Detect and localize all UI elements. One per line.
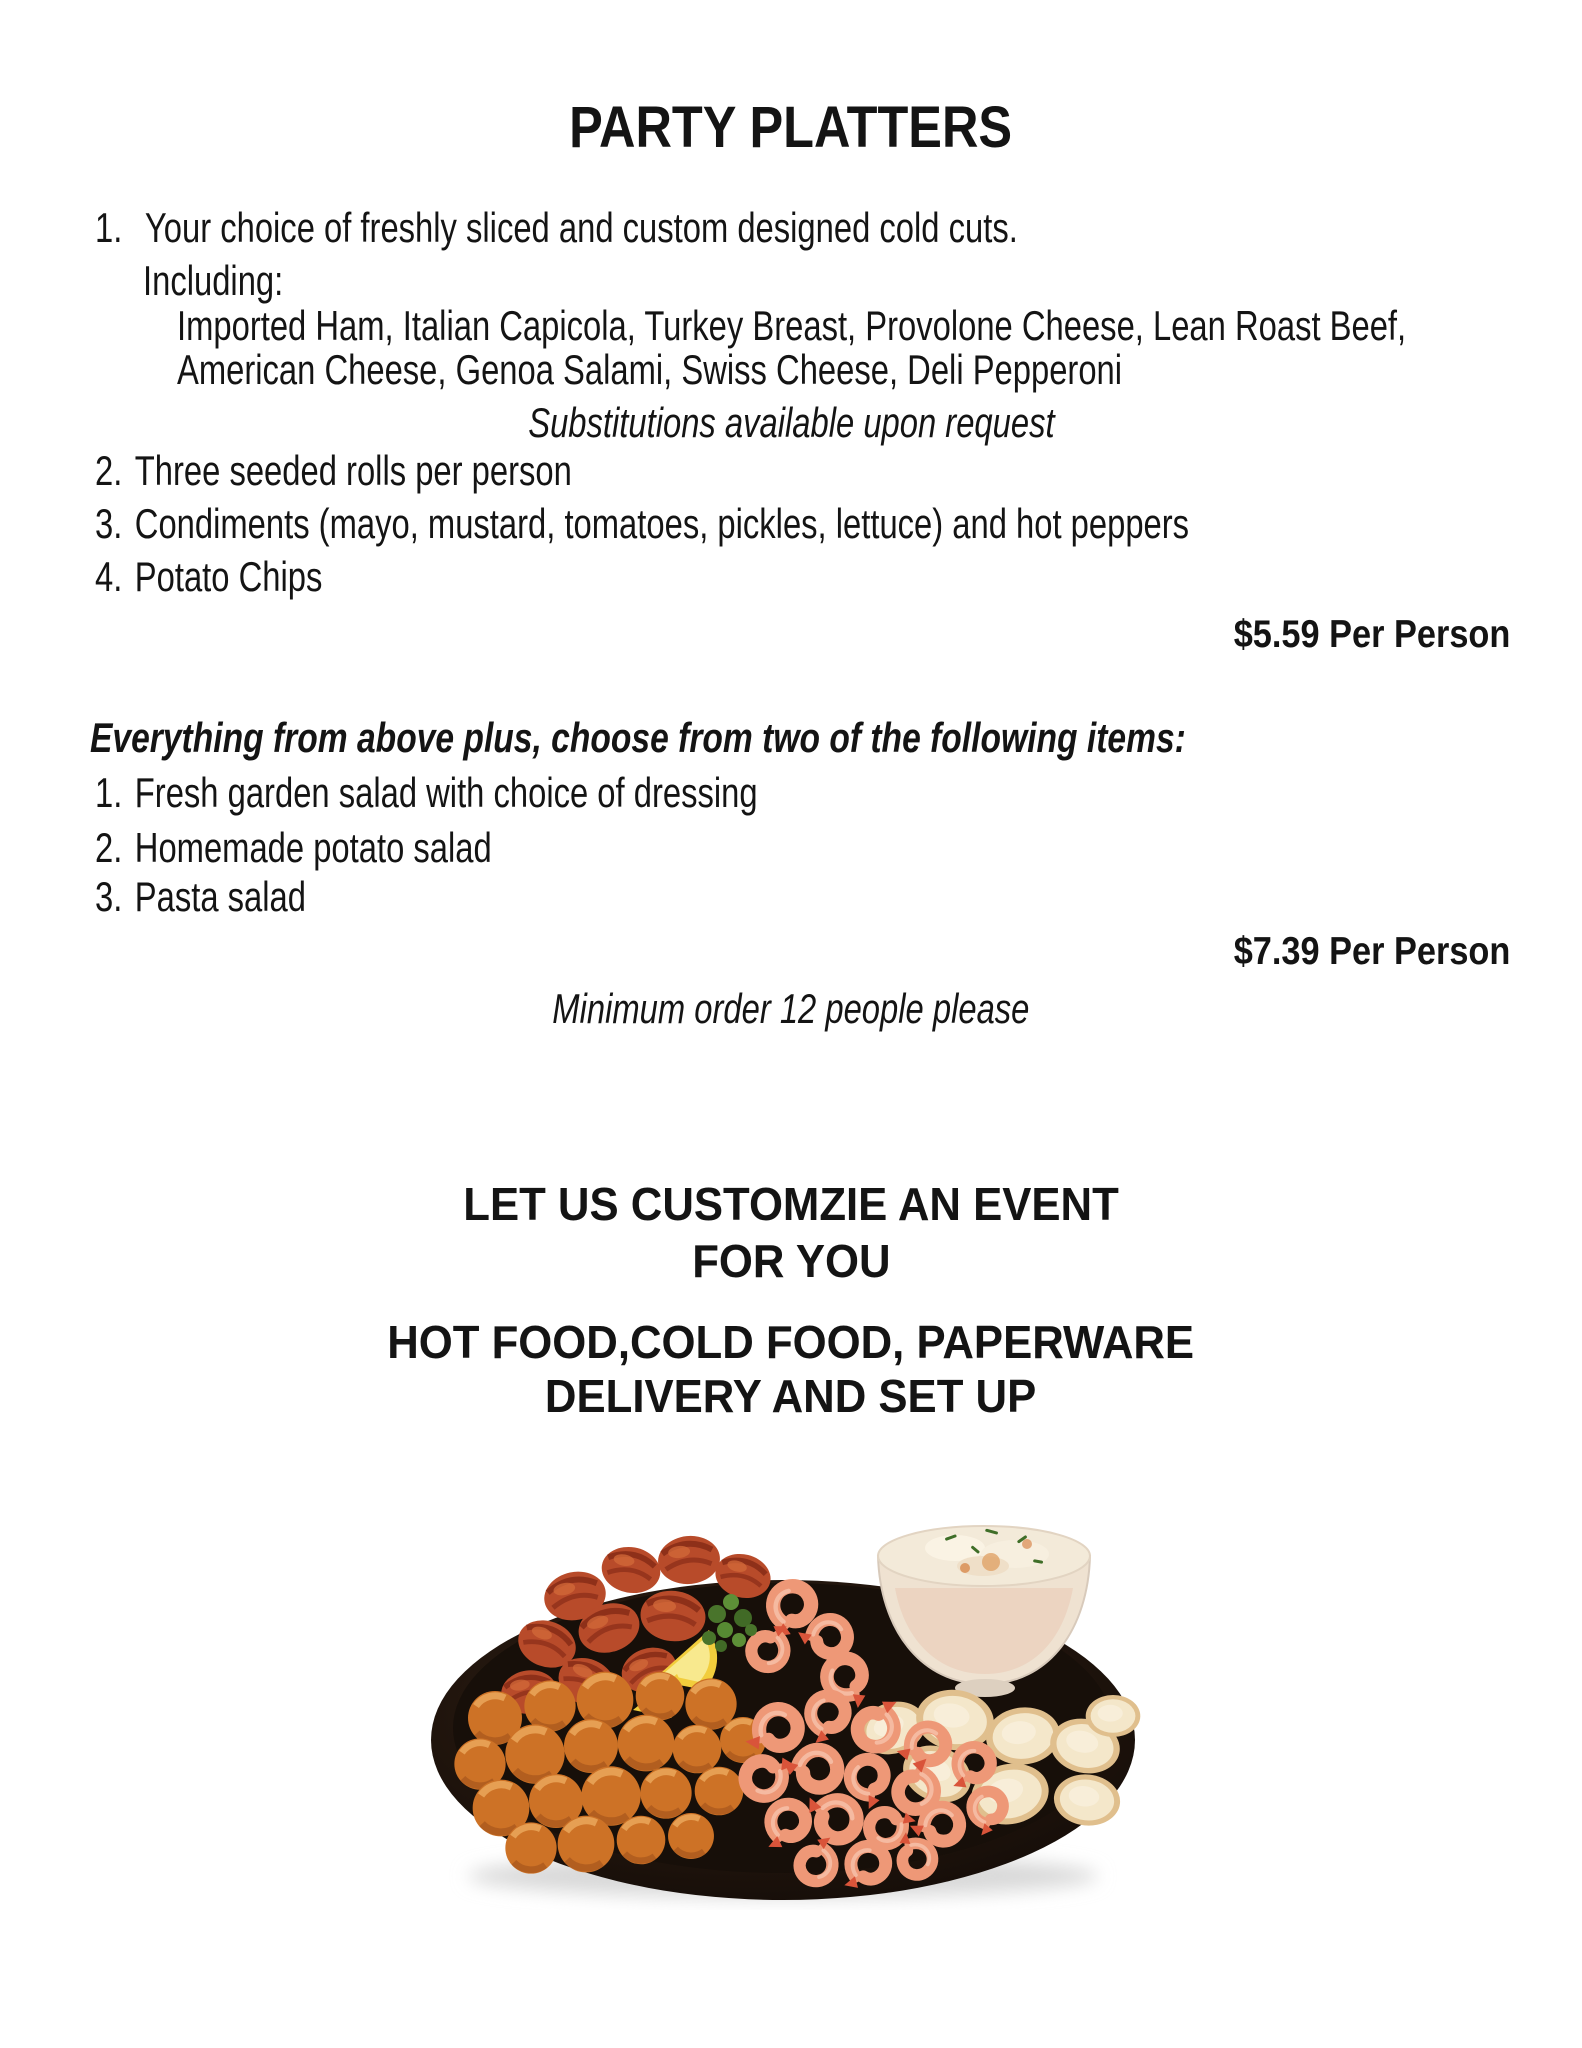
list-item bbox=[95, 553, 386, 600]
page-title-text: PARTY PLATTERS bbox=[569, 95, 1013, 160]
including-line: Imported Ham, Italian Capicola, Turkey Breast, Provolone Cheese, Lean Roast Beef, bbox=[177, 302, 1407, 349]
list-item-number: 3. bbox=[95, 873, 123, 920]
list-item-text: Fresh garden salad with choice of dressing bbox=[134, 769, 758, 816]
list-item-text: Three seeded rolls per person bbox=[134, 447, 572, 494]
list-item bbox=[95, 873, 365, 920]
promo-line-3: HOT FOOD,COLD FOOD, PAPERWARE bbox=[387, 1316, 1195, 1368]
list-item-number: 2. bbox=[95, 824, 123, 871]
list-item bbox=[95, 447, 706, 494]
list-item-text: Condiments (mayo, mustard, tomatoes, pickles, lettuce) and hot peppers bbox=[134, 500, 1190, 547]
list-item-text: Potato Chips bbox=[134, 553, 323, 600]
upgrade-intro: Everything from above plus, choose from two of the following items: bbox=[90, 714, 1186, 761]
list-item-number: 4. bbox=[95, 553, 123, 600]
list-item bbox=[95, 204, 1278, 251]
page-title bbox=[0, 95, 1582, 160]
upgrade-package-price: $7.39 Per Person bbox=[1233, 930, 1510, 973]
list-item-number: 2. bbox=[95, 447, 123, 494]
list-item bbox=[95, 769, 944, 816]
list-item-text: Your choice of freshly sliced and custom designed cold cuts. bbox=[144, 204, 1018, 251]
list-item-number: 1. bbox=[95, 204, 123, 251]
including-line: American Cheese, Genoa Salami, Swiss Cheese, Deli Pepperoni bbox=[177, 346, 1123, 393]
list-item-number: 3. bbox=[95, 500, 123, 547]
list-item-text: Pasta salad bbox=[134, 873, 306, 920]
list-item-text: Homemade potato salad bbox=[134, 824, 492, 871]
promo-line-2: FOR YOU bbox=[691, 1235, 891, 1287]
minimum-order-note: Minimum order 12 people please bbox=[552, 985, 1030, 1032]
list-item-number: 1. bbox=[95, 769, 123, 816]
promo-line-1: LET US CUSTOMZIE AN EVENT bbox=[463, 1178, 1119, 1230]
list-item bbox=[95, 500, 1498, 547]
list-item bbox=[95, 824, 604, 871]
platter-photo bbox=[425, 1478, 1152, 1910]
base-package-price: $5.59 Per Person bbox=[1233, 613, 1510, 656]
including-label: Including: bbox=[143, 257, 284, 304]
substitutions-note: Substitutions available upon request bbox=[527, 399, 1055, 446]
promo-line-4: DELIVERY AND SET UP bbox=[545, 1370, 1037, 1422]
